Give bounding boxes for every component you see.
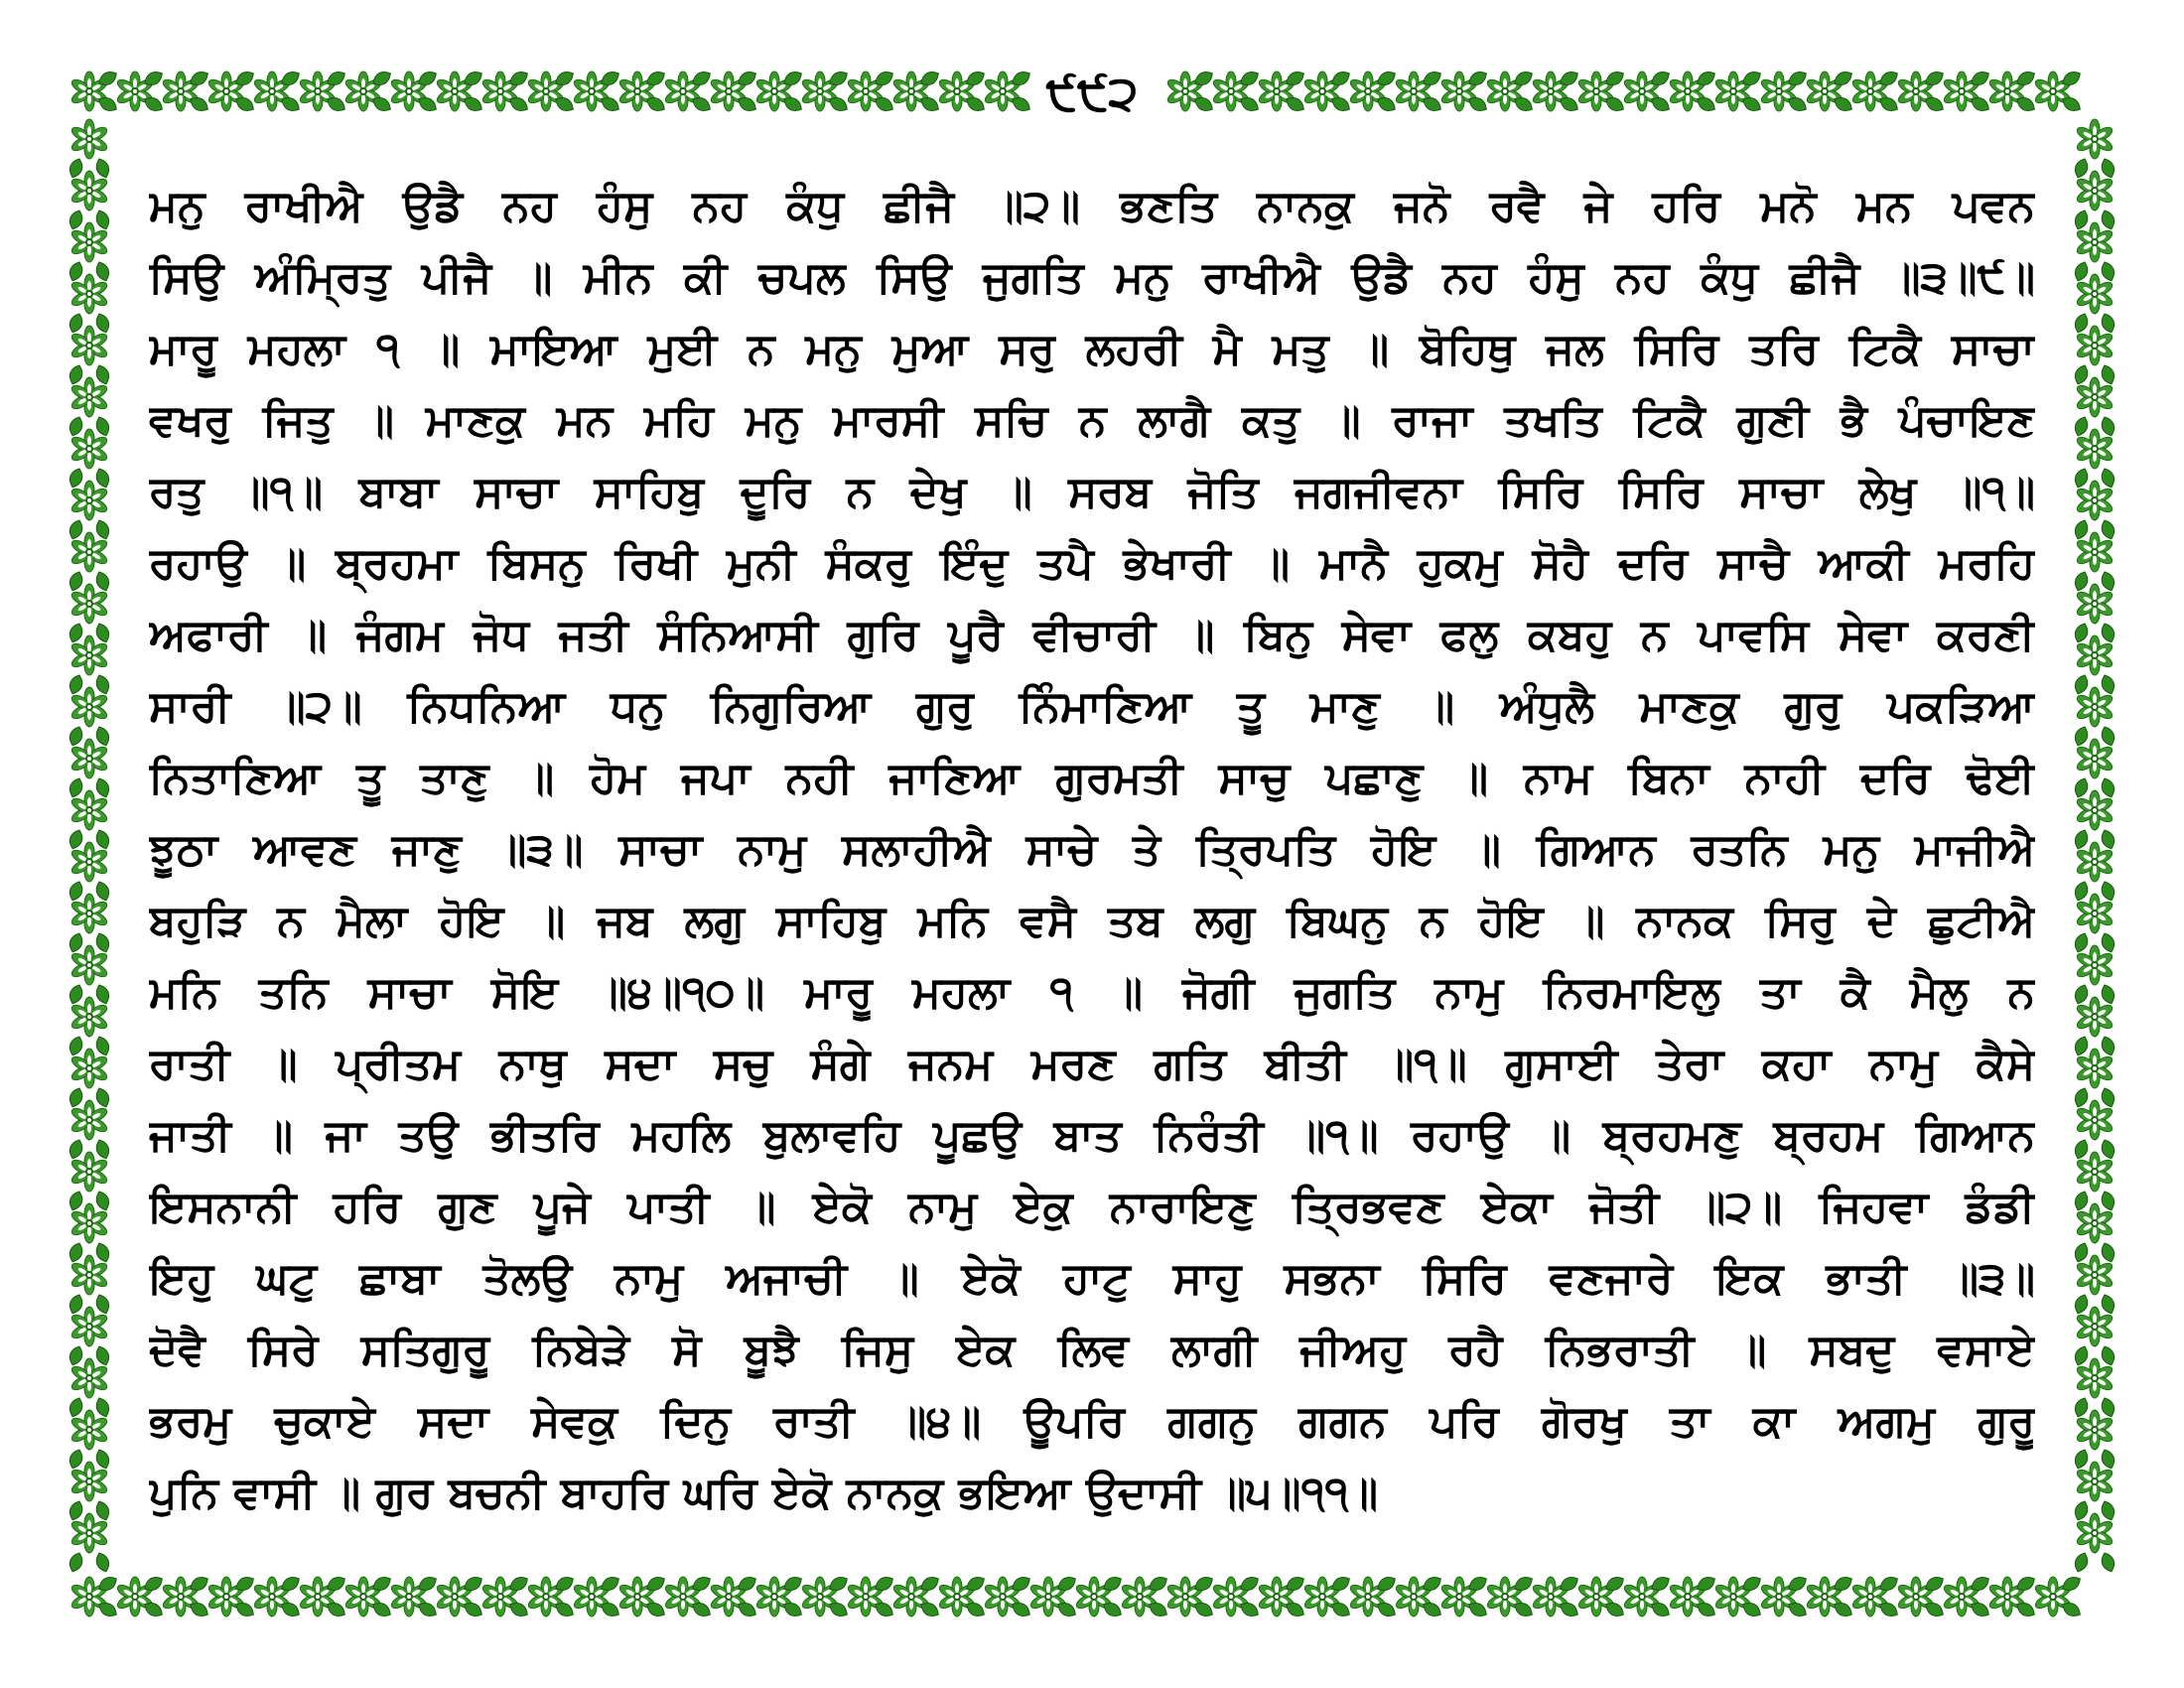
leaf-icon bbox=[2073, 1551, 2091, 1574]
leaf-icon bbox=[2099, 157, 2116, 180]
leaf-icon bbox=[93, 776, 111, 799]
leaf-icon bbox=[93, 570, 111, 593]
leaf-icon bbox=[2073, 622, 2091, 644]
leaf-icon bbox=[2099, 1344, 2116, 1367]
leaf-icon bbox=[2099, 673, 2116, 696]
leaf-icon bbox=[2073, 415, 2091, 438]
leaf-icon bbox=[2099, 1241, 2116, 1264]
leaf-icon bbox=[68, 1035, 85, 1057]
leaf-icon bbox=[68, 467, 85, 490]
text-line: ਅਫਾਰੀ ॥ ਜੰਗਮ ਜੋਧ ਜਤੀ ਸੰਨਿਆਸੀ ਗੁਰਿ ਪੂਰੈ ਵੀਚਾਰੀ ॥ ਬਿਨੁ ਸੇਵਾ ਫਲੁ ਕਬਹੁ ਨ ਪਾਵਸਿ ਸੇਵਾ ਕਰਣੀ bbox=[149, 610, 2035, 660]
leaf-icon bbox=[2073, 1499, 2091, 1522]
leaf-icon bbox=[2073, 776, 2091, 799]
leaf-icon bbox=[2073, 1344, 2091, 1367]
leaf-icon bbox=[2073, 983, 2091, 1006]
leaf-icon bbox=[68, 1396, 85, 1419]
leaf-icon bbox=[2099, 931, 2116, 954]
leaf-icon bbox=[93, 931, 111, 954]
text-line: ਭਰਮੁ ਚੁਕਾਏ ਸਦਾ ਸੇਵਕੁ ਦਿਨੁ ਰਾਤੀ ॥੪॥ ਊਪਰਿ ਗਗਨੁ ਗਗਨ ਪਰਿ ਗੋਰਖੁ ਤਾ ਕਾ ਅਗਮੁ ਗੁਰੂ bbox=[149, 1396, 2035, 1447]
leaf-icon bbox=[2073, 828, 2091, 851]
text-line: ਝੂਠਾ ਆਵਣ ਜਾਣੁ ॥੩॥ ਸਾਚਾ ਨਾਮੁ ਸਲਾਹੀਐ ਸਾਚੇ ਤੇ ਤ੍ਰਿਪਤਿ ਹੋਇ ॥ ਗਿਆਨ ਰਤਨਿ ਮਨੁ ਮਾਜੀਐ bbox=[149, 824, 2035, 875]
leaf-icon bbox=[68, 209, 85, 231]
leaf-icon bbox=[2073, 157, 2091, 180]
text-line: ਰਾਤੀ ॥ ਪ੍ਰੀਤਮ ਨਾਥੁ ਸਦਾ ਸਚੁ ਸੰਗੇ ਜਨਮ ਮਰਣ ਗਤਿ ਬੀਤੀ ॥੧॥ ਗੁਸਾਈ ਤੇਰਾ ਕਹਾ ਨਾਮੁ ਕੈਸੇ bbox=[149, 1039, 2035, 1089]
leaf-icon bbox=[68, 828, 85, 851]
leaf-icon bbox=[68, 1241, 85, 1264]
leaf-icon bbox=[2073, 1293, 2091, 1316]
text-line: ਸਿਉ ਅੰਮ੍ਰਿਤੁ ਪੀਜੈ ॥ ਮੀਨ ਕੀ ਚਪਲ ਸਿਉ ਜੁਗਤਿ ਮਨੁ ਰਾਖੀਐ ਉਡੈ ਨਹ ਹੰਸੁ ਨਹ ਕੰਧੁ ਛੀਜੈ ॥੩॥੯॥ bbox=[149, 252, 2035, 303]
leaf-icon bbox=[2073, 1241, 2091, 1264]
leaf-icon bbox=[2099, 1138, 2116, 1161]
leaf-icon bbox=[68, 931, 85, 954]
leaf-icon bbox=[93, 1190, 111, 1212]
leaf-icon bbox=[2099, 983, 2116, 1006]
leaf-icon bbox=[2099, 363, 2116, 386]
leaf-icon bbox=[2073, 1138, 2091, 1161]
leaf-icon bbox=[93, 1086, 111, 1109]
flower-icon bbox=[2075, 119, 2115, 159]
text-line: ਰਹਾਉ ॥ ਬ੍ਰਹਮਾ ਬਿਸਨੁ ਰਿਖੀ ਮੁਨੀ ਸੰਕਰੁ ਇੰਦੁ ਤਪੈ ਭੇਖਾਰੀ ॥ ਮਾਨੈ ਹੁਕਮੁ ਸੋਹੈ ਦਰਿ ਸਾਚੈ ਆਕੀ ਮਰਹਿ bbox=[149, 538, 2035, 589]
leaf-icon bbox=[2073, 931, 2091, 954]
leaf-icon bbox=[2099, 622, 2116, 644]
leaf-icon bbox=[68, 725, 85, 748]
text-line: ਦੋਵੈ ਸਿਰੇ ਸਤਿਗੁਰੂ ਨਿਬੇੜੇ ਸੋ ਬੂਝੈ ਜਿਸੁ ਏਕ ਲਿਵ ਲਾਗੀ ਜੀਅਹੁ ਰਹੈ ਨਿਭਰਾਤੀ ॥ ਸਬਦੁ ਵਸਾਏ bbox=[149, 1325, 2035, 1375]
leaf-icon bbox=[93, 1138, 111, 1161]
leaf-icon bbox=[2073, 363, 2091, 386]
leaf-icon bbox=[93, 828, 111, 851]
leaf-icon bbox=[68, 518, 85, 541]
text-line: ਮਨਿ ਤਨਿ ਸਾਚਾ ਸੋਇ ॥੪॥੧੦॥ ਮਾਰੂ ਮਹਲਾ ੧ ॥ ਜੋਗੀ ਜੁਗਤਿ ਨਾਮੁ ਨਿਰਮਾਇਲੁ ਤਾ ਕੈ ਮੈਲੁ ਨ bbox=[149, 967, 2035, 1018]
leaf-icon bbox=[2073, 209, 2091, 231]
leaf-icon bbox=[93, 1448, 111, 1471]
leaf-icon bbox=[2099, 312, 2116, 335]
leaf-icon bbox=[68, 1190, 85, 1212]
leaf-icon bbox=[68, 1499, 85, 1522]
leaf-icon bbox=[93, 1293, 111, 1316]
leaf-icon bbox=[93, 467, 111, 490]
leaf-icon bbox=[2073, 467, 2091, 490]
leaf-icon bbox=[93, 415, 111, 438]
leaf-icon bbox=[2099, 415, 2116, 438]
text-line: ਰਤੁ ॥੧॥ ਬਾਬਾ ਸਾਚਾ ਸਾਹਿਬੁ ਦੂਰਿ ਨ ਦੇਖੁ ॥ ਸਰਬ ਜੋਤਿ ਜਗਜੀਵਨਾ ਸਿਰਿ ਸਿਰਿ ਸਾਚਾ ਲੇਖੁ ॥੧॥ bbox=[149, 467, 2035, 517]
leaf-icon bbox=[68, 1293, 85, 1316]
leaf-icon bbox=[93, 1551, 111, 1574]
leaf-icon bbox=[2099, 1190, 2116, 1212]
leaf-icon bbox=[2073, 518, 2091, 541]
leaf-icon bbox=[93, 880, 111, 903]
leaf-icon bbox=[2099, 776, 2116, 799]
leaf-icon bbox=[2073, 673, 2091, 696]
leaf-icon bbox=[68, 776, 85, 799]
leaf-icon bbox=[68, 983, 85, 1006]
leaf-icon bbox=[93, 518, 111, 541]
leaf-icon bbox=[2073, 880, 2091, 903]
leaf-icon bbox=[2073, 1035, 2091, 1057]
leaf-icon bbox=[2099, 570, 2116, 593]
leaf-icon bbox=[2073, 1086, 2091, 1109]
text-line: ਬਹੁੜਿ ਨ ਮੈਲਾ ਹੋਇ ॥ ਜਬ ਲਗੁ ਸਾਹਿਬੁ ਮਨਿ ਵਸੈ ਤਬ ਲਗੁ ਬਿਘਨੁ ਨ ਹੋਇ ॥ ਨਾਨਕ ਸਿਰੁ ਦੇ ਛੁਟੀਐ bbox=[149, 896, 2035, 946]
text-line: ਨਿਤਾਣਿਆ ਤੂ ਤਾਣੁ ॥ ਹੋਮ ਜਪਾ ਨਹੀ ਜਾਣਿਆ ਗੁਰਮਤੀ ਸਾਚੁ ਪਛਾਣੁ ॥ ਨਾਮ ਬਿਨਾ ਨਾਹੀ ਦਰਿ ਢੋਈ bbox=[149, 753, 2035, 803]
leaf-icon bbox=[93, 725, 111, 748]
leaf-icon bbox=[2073, 1448, 2091, 1471]
leaf-icon bbox=[93, 1241, 111, 1264]
leaf-icon bbox=[2099, 1448, 2116, 1471]
leaf-icon bbox=[68, 1344, 85, 1367]
leaf-icon bbox=[2099, 1035, 2116, 1057]
text-line: ਇਹੁ ਘਟੁ ਛਾਬਾ ਤੋਲਉ ਨਾਮੁ ਅਜਾਚੀ ॥ ਏਕੋ ਹਾਟੁ ਸਾਹੁ ਸਭਨਾ ਸਿਰਿ ਵਣਜਾਰੇ ਇਕ ਭਾਤੀ ॥੩॥ bbox=[149, 1253, 2035, 1304]
leaf-icon bbox=[2099, 1499, 2116, 1522]
leaf-icon bbox=[2073, 725, 2091, 748]
leaf-icon bbox=[68, 312, 85, 335]
leaf-icon bbox=[93, 1396, 111, 1419]
leaf-icon bbox=[2073, 570, 2091, 593]
text-line: ਪੁਨਿ ਵਾਸੀ ॥ ਗੁਰ ਬਚਨੀ ਬਾਹਰਿ ਘਰਿ ਏਕੋ ਨਾਨਕੁ ਭਇਆ ਉਦਾਸੀ ॥੫॥੧੧॥ bbox=[149, 1468, 1379, 1518]
text-line: ਵਖਰੁ ਜਿਤੁ ॥ ਮਾਣਕੁ ਮਨ ਮਹਿ ਮਨੁ ਮਾਰਸੀ ਸਚਿ ਨ ਲਾਗੈ ਕਤੁ ॥ ਰਾਜਾ ਤਖਤਿ ਟਿਕੈ ਗੁਣੀ ਭੈ ਪੰਚਾਇਣ bbox=[149, 395, 2035, 446]
leaf-icon bbox=[2099, 1086, 2116, 1109]
leaf-icon bbox=[2099, 467, 2116, 490]
leaf-icon bbox=[2099, 518, 2116, 541]
leaf-icon bbox=[68, 880, 85, 903]
leaf-icon bbox=[68, 1138, 85, 1161]
leaf-icon bbox=[2073, 260, 2091, 283]
leaf-icon bbox=[93, 260, 111, 283]
leaf-icon bbox=[93, 312, 111, 335]
leaf-icon bbox=[93, 1344, 111, 1367]
leaf-icon bbox=[2099, 725, 2116, 748]
leaf-icon bbox=[2099, 209, 2116, 231]
leaf-icon bbox=[68, 570, 85, 593]
leaf-icon bbox=[2099, 260, 2116, 283]
leaf-icon bbox=[68, 1448, 85, 1471]
leaf-icon bbox=[68, 157, 85, 180]
text-line: ਮਾਰੂ ਮਹਲਾ ੧ ॥ ਮਾਇਆ ਮੁਈ ਨ ਮਨੁ ਮੁਆ ਸਰੁ ਲਹਰੀ ਮੈ ਮਤੁ ॥ ਬੋਹਿਥੁ ਜਲ ਸਿਰਿ ਤਰਿ ਟਿਕੈ ਸਾਚਾ bbox=[149, 324, 2035, 374]
leaf-icon bbox=[2099, 880, 2116, 903]
leaf-icon bbox=[93, 673, 111, 696]
leaf-icon bbox=[68, 363, 85, 386]
text-line: ਇਸਨਾਨੀ ਹਰਿ ਗੁਣ ਪੂਜੇ ਪਾਤੀ ॥ ਏਕੋ ਨਾਮੁ ਏਕੁ ਨਾਰਾਇਣੁ ਤ੍ਰਿਭਵਣ ਏਕਾ ਜੋਤੀ ॥੨॥ ਜਿਹਵਾ ਡੰਡੀ bbox=[149, 1182, 2035, 1232]
leaf-icon bbox=[68, 673, 85, 696]
leaf-icon bbox=[68, 1086, 85, 1109]
leaf-icon bbox=[2099, 1396, 2116, 1419]
leaf-icon bbox=[93, 157, 111, 180]
leaf-icon bbox=[2073, 1396, 2091, 1419]
leaf-icon bbox=[2073, 1190, 2091, 1212]
leaf-icon bbox=[93, 1035, 111, 1057]
leaf-icon bbox=[2073, 312, 2091, 335]
flower-icon bbox=[69, 119, 109, 159]
leaf-icon bbox=[93, 209, 111, 231]
leaf-icon bbox=[68, 1551, 85, 1574]
leaf-icon bbox=[2099, 1551, 2116, 1574]
leaf-icon bbox=[68, 415, 85, 438]
leaf-icon bbox=[93, 363, 111, 386]
leaf-icon bbox=[93, 622, 111, 644]
text-line: ਮਨੁ ਰਾਖੀਐ ਉਡੈ ਨਹ ਹੰਸੁ ਨਹ ਕੰਧੁ ਛੀਜੈ ॥੨॥ ਭਣਤਿ ਨਾਨਕੁ ਜਨੋ ਰਵੈ ਜੇ ਹਰਿ ਮਨੋ ਮਨ ਪਵਨ bbox=[149, 181, 2035, 231]
leaf-icon bbox=[68, 260, 85, 283]
page-number: ੯੯੨ bbox=[1032, 62, 1152, 125]
leaf-icon bbox=[93, 1499, 111, 1522]
leaf-icon bbox=[68, 622, 85, 644]
text-line: ਸਾਰੀ ॥੨॥ ਨਿਧਨਿਆ ਧਨੁ ਨਿਗੁਰਿਆ ਗੁਰੁ ਨਿੰਮਾਣਿਆ ਤੂ ਮਾਣੁ ॥ ਅੰਧੁਲੈ ਮਾਣਕੁ ਗੁਰੁ ਪਕੜਿਆ bbox=[149, 681, 2035, 732]
leaf-icon bbox=[2099, 1293, 2116, 1316]
text-line: ਜਾਤੀ ॥ ਜਾ ਤਉ ਭੀਤਰਿ ਮਹਲਿ ਬੁਲਾਵਹਿ ਪੂਛਉ ਬਾਤ ਨਿਰੰਤੀ ॥੧॥ ਰਹਾਉ ॥ ਬ੍ਰਹਮਣੁ ਬ੍ਰਹਮ ਗਿਆਨ bbox=[149, 1110, 2035, 1161]
gurbani-text-block bbox=[149, 171, 2035, 1529]
leaf-icon bbox=[2099, 828, 2116, 851]
leaf-icon bbox=[93, 983, 111, 1006]
